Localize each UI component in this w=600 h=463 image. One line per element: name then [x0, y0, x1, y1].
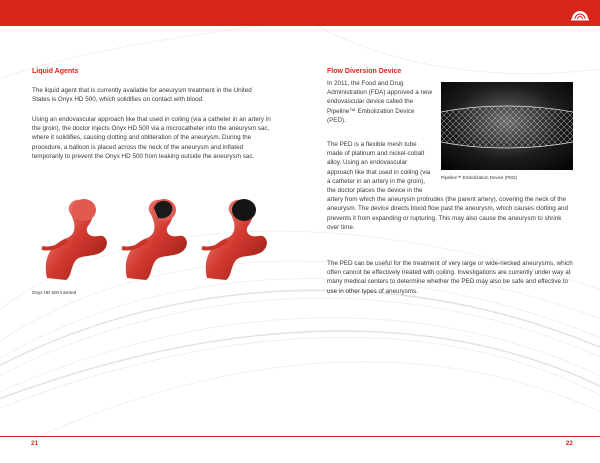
- page-number-left: 21: [31, 440, 39, 447]
- liquid-agents-heading: Liquid Agents: [32, 68, 79, 75]
- flow-diversion-heading: Flow Diversion Device: [327, 68, 402, 75]
- liquid-agents-intro: The liquid agent that is currently available for aneurysm treatment in the United States is Onyx HD 500, which solidifies on contact with blood.: [32, 87, 252, 104]
- aneurysm-stage-1: [42, 199, 107, 280]
- brain-logo-icon: [570, 5, 590, 21]
- onyx-caption: Onyx HD 500 inserted: [32, 290, 77, 295]
- aneurysm-stage-2: [122, 199, 187, 280]
- pipeline-device-image: [441, 82, 573, 170]
- ped-caption: Pipeline™ Embolization Device (PED): [441, 175, 518, 180]
- liquid-agents-procedure: Using an endovascular approach like that used in coiling (via a catheter in an artery in the groin), the doctor injects Onyx HD 500 via a microcatheter into the aneurysm sac, where it solidifies, causing clotting and obliteration of the aneurysm. During the procedure, a balloon is placed across the neck of the aneurysm and inflated temporarily to prevent the Onyx HD 500 from leaking outside the aneurysm sac.: [32, 116, 271, 160]
- footer-rule: [0, 436, 600, 437]
- ped-intro: In 2011, the Food and Drug Administration (FDA) approved a new endovascular device called the Pipeline™ Embolization Device (PED).: [327, 80, 432, 124]
- aneurysm-stage-3: [202, 199, 267, 280]
- onyx-aneurysm-illustration: [32, 188, 269, 283]
- page-number-right: 22: [565, 440, 573, 447]
- ped-usefulness: The PED can be useful for the treatment of very large or wide-necked aneurysms, which often cannot be effectively treated with coiling. Investigations are currently under way at many medical centers to determine whether the PED may also be safe and effective to use in other types of aneurysms.: [327, 260, 573, 295]
- top-banner: [0, 0, 600, 26]
- ped-description-top: The PED is a flexible mesh tube made of platinum and nickel-cobalt alloy. Using an endovascular approach like that used in coiling (via a catheter in an artery in the groin), the doctor places the device in the: [327, 141, 431, 195]
- ped-description-wrapped: artery from which the aneurysm protrudes (the parent artery), covering the neck of the aneurysm. The device directs blood flow past the aneurysm, which causes clotting and prevents it from expanding or rupturing. This may also cause the aneurysm to shrink over time.: [327, 196, 569, 231]
